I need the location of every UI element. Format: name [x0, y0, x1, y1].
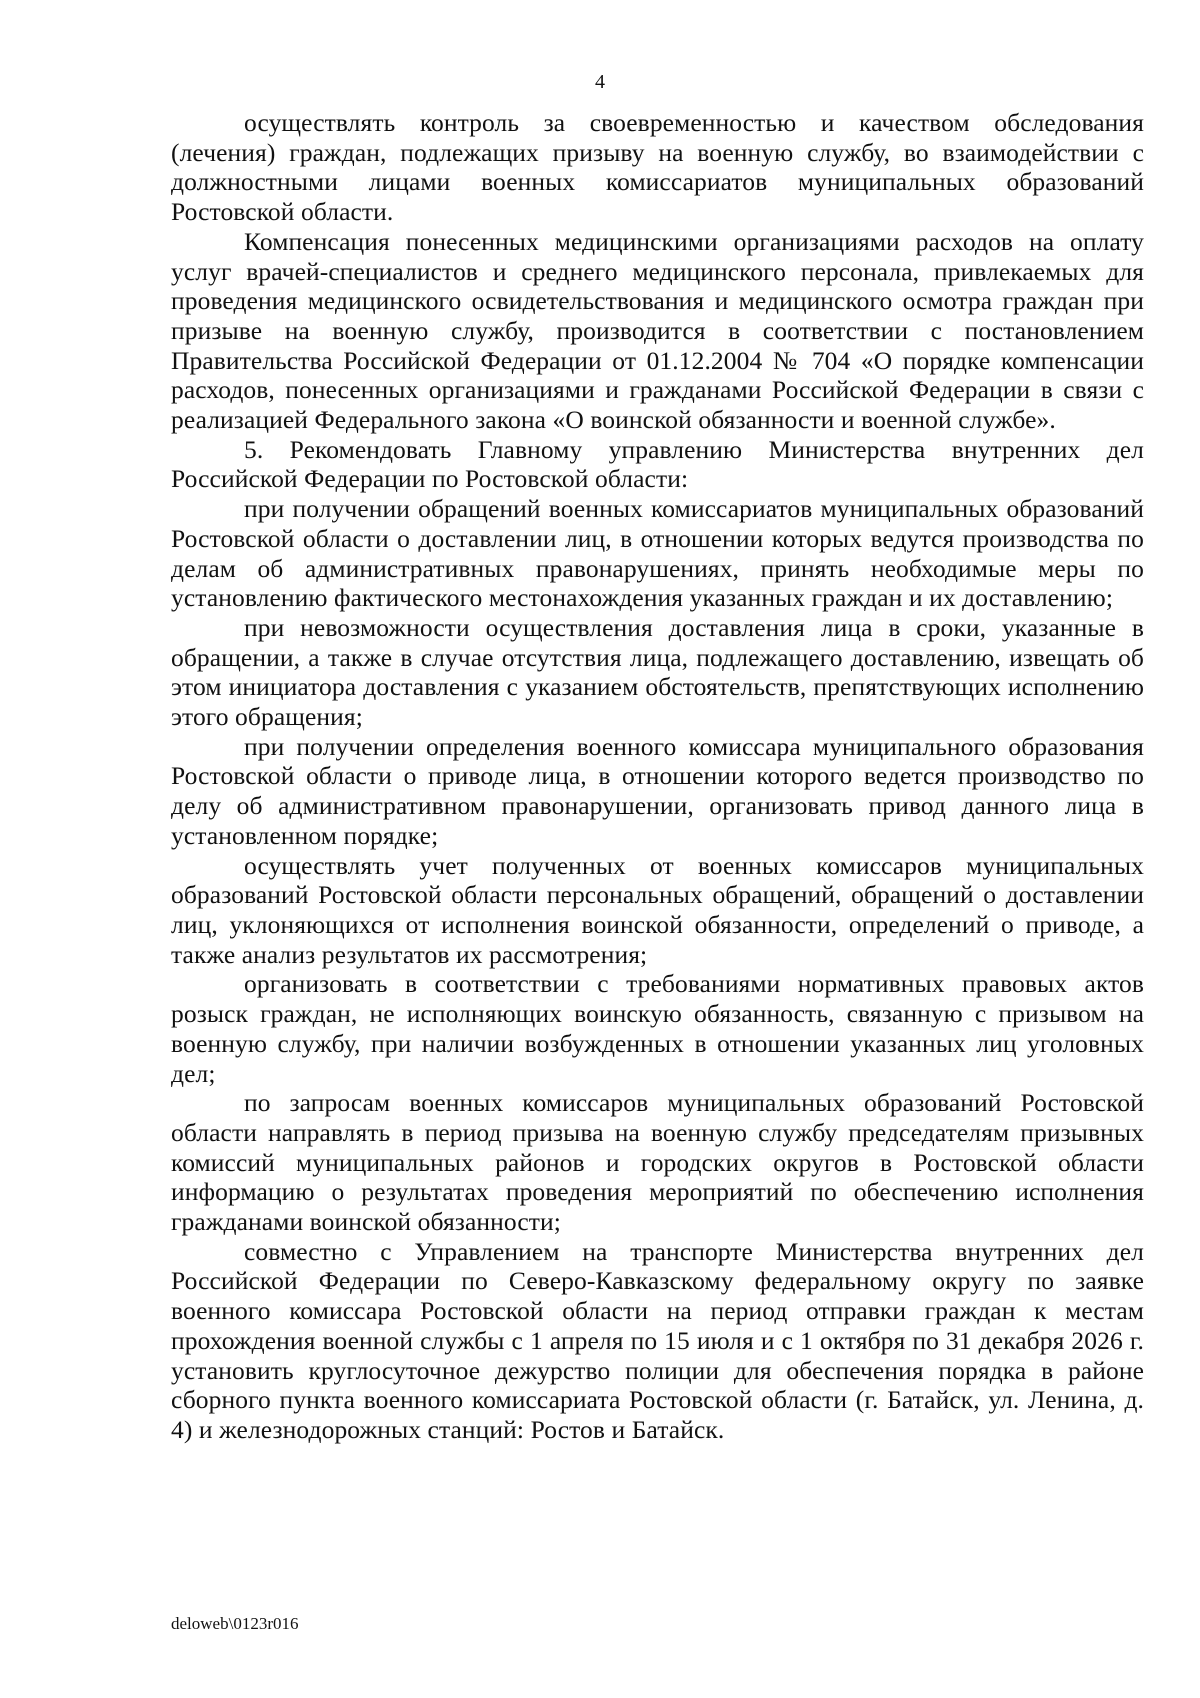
paragraph-summons-determination: при получении определения военного комиссара муниципального образования Ростовской области о приводе лица, в отношении которого ведется производство по делу об административном правонарушении, организовать привод данного лица в установленном порядке;	[171, 731, 1144, 850]
paragraph-item-5-recommendation: 5. Рекомендовать Главному управлению Министерства внутренних дел Российской Федерации по Ростовской области:	[171, 434, 1144, 494]
paragraph-compensation: Компенсация понесенных медицинскими организациями расходов на оплату услуг врачей-специалистов и среднего медицинского персонала, привлекаемых для проведения медицинского освидетельствования и медицинского осмотра граждан при призыве на военную службу, производится в соответствии с постановлением Правительства Российской Федерации от 01.12.2004 № 704 «О порядке компенсации расходов, понесенных организациями и гражданами Российской Федерации в связи с реализацией Федерального закона «О воинской обязанности и военной службе».	[171, 226, 1144, 435]
paragraph-delivery-impossible: при невозможности осуществления доставления лица в сроки, указанные в обращении, а также в случае отсутствия лица, подлежащего доставлению, извещать об этом инициатора доставления с указанием обстоятельств, препятствующих исполнению этого обращения;	[171, 612, 1144, 732]
page-number: 4	[595, 71, 605, 93]
document-body	[171, 108, 1144, 1445]
paragraph-accounting: осуществлять учет полученных от военных комиссаров муниципальных образований Ростовской области персональных обращений, обращений о доставлении лиц, уклоняющихся от исполнения воинской обязанности, определений о приводе, а также анализ результатов их рассмотрения;	[171, 850, 1144, 969]
paragraph-search: организовать в соответствии с требованиями нормативных правовых актов розыск граждан, не исполняющих воинскую обязанность, связанную с призывом на военную службу, при наличии возбужденных в отношении указанных лиц уголовных дел;	[171, 969, 1144, 1088]
paragraph-police-duty: совместно с Управлением на транспорте Министерства внутренних дел Российской Федерации по Северо-Кавказскому федеральному округу по заявке военного комиссара Ростовской области на период отправки граждан к местам прохождения военной службы с 1 апреля по 15 июля и с 1 октября по 31 декабря 2026 г. установить круглосуточное дежурство полиции для обеспечения порядка в районе сборного пункта военного комиссариата Ростовской области (г. Батайск, ул. Ленина, д. 4) и железнодорожных станций: Ростов и Батайск.	[171, 1236, 1144, 1444]
paragraph-information-requests: по запросам военных комиссаров муниципальных образований Ростовской области направлять в период призыва на военную службу председателям призывных комиссий муниципальных районов и городских округов в Ростовской области информацию о результатах проведения мероприятий по обеспечению исполнения гражданами воинской обязанности;	[171, 1088, 1144, 1237]
footer-document-code: deloweb\0123r016	[171, 1614, 299, 1633]
paragraph-delivery-requests: при получении обращений военных комиссариатов муниципальных образований Ростовской области о доставлении лиц, в отношении которых ведутся производства по делам об административных правонарушениях, принять необходимые меры по установлению фактического местонахождения указанных граждан и их доставлению;	[171, 494, 1144, 613]
paragraph-control-examination: осуществлять контроль за своевременностью и качеством обследования (лечения) граждан, подлежащих призыву на военную службу, во взаимодействии с должностными лицами военных комиссариатов муниципальных образований Ростовской области.	[171, 108, 1144, 227]
